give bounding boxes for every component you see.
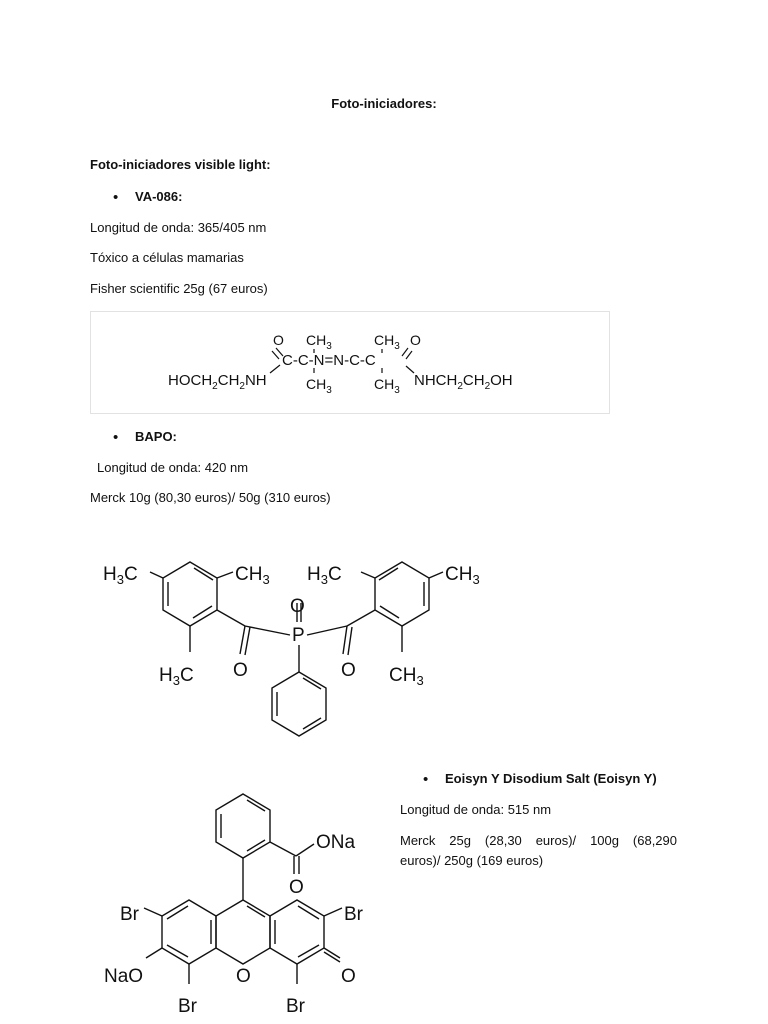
bullet-icon: • [423, 771, 429, 788]
va086-right-group: $NHCH_2CH_2OH$ [414, 372, 513, 392]
bullet-icon: • [113, 189, 119, 206]
page-title: Foto-iniciadores: [331, 96, 437, 111]
eosin-supplier-line1: Merck 25g (28,30 euros)/ 100g (68,290 [400, 833, 677, 848]
va086-toxicity: Tóxico a células mamarias [90, 250, 244, 265]
eosin-wavelength: Longitud de onda: 515 nm [400, 802, 552, 817]
eosin-ring-oxygen: O [236, 966, 251, 987]
va086-methyl-top-left: $CH_3$ [306, 332, 332, 352]
bapo-structure [95, 548, 505, 748]
bullet-icon: • [113, 429, 119, 446]
eosin-structure [100, 786, 390, 1024]
va086-wavelength: Longitud de onda: 365/405 nm [90, 220, 267, 235]
eosin-carbonyl-oxygen: O [289, 877, 304, 898]
bapo-methyl-6: $CH_3$ [389, 665, 424, 688]
va086-oxygen-left: O [273, 332, 284, 348]
bapo-wavelength: Longitud de onda: 420 nm [97, 460, 249, 475]
bapo-methyl-4: $CH_3$ [445, 564, 480, 587]
eosin-bromine-3: Br [178, 996, 197, 1017]
eosin-bromine-2: Br [344, 904, 363, 925]
bapo-oxygen-top: O [290, 596, 305, 617]
va086-methyl-bottom-left: $CH_3$ [306, 376, 332, 396]
bapo-supplier: Merck 10g (80,30 euros)/ 50g (310 euros) [90, 490, 331, 505]
eosin-sodium-oxide: NaO [104, 966, 144, 987]
item-name-bapo: BAPO: [135, 429, 177, 444]
bapo-oxygen-right: O [341, 660, 356, 681]
item-name-eosin: Eoisyn Y Disodium Salt (Eoisyn Y) [445, 771, 657, 786]
bapo-methyl-2: $CH_3$ [235, 564, 270, 587]
bapo-methyl-3: $H_3C$ [307, 564, 342, 587]
va086-methyl-top-right: $CH_3$ [374, 332, 400, 352]
bapo-phosphorus: P [292, 625, 305, 646]
bapo-oxygen-left: O [233, 660, 248, 681]
va086-left-group: $HOCH_2CH_2NH$ [168, 372, 267, 392]
section-title: Foto-iniciadores visible light: [90, 157, 271, 172]
eosin-ketone-oxygen: O [341, 966, 356, 987]
va086-structure [90, 311, 610, 414]
va086-core: C-C-N=N-C-C [282, 352, 376, 369]
va086-methyl-bottom-right: $CH_3$ [374, 376, 400, 396]
bapo-methyl-5: $H_3C$ [159, 665, 194, 688]
va086-supplier: Fisher scientific 25g (67 euros) [90, 281, 268, 296]
eosin-bromine-4: Br [286, 996, 305, 1017]
item-name-va086: VA-086: [135, 189, 183, 204]
eosin-carboxylate: ONa [316, 832, 356, 853]
eosin-bromine-1: Br [120, 904, 139, 925]
bapo-methyl-1: $H_3C$ [103, 564, 138, 587]
eosin-supplier-line2: euros)/ 250g (169 euros) [400, 853, 544, 868]
va086-oxygen-right: O [410, 332, 421, 348]
